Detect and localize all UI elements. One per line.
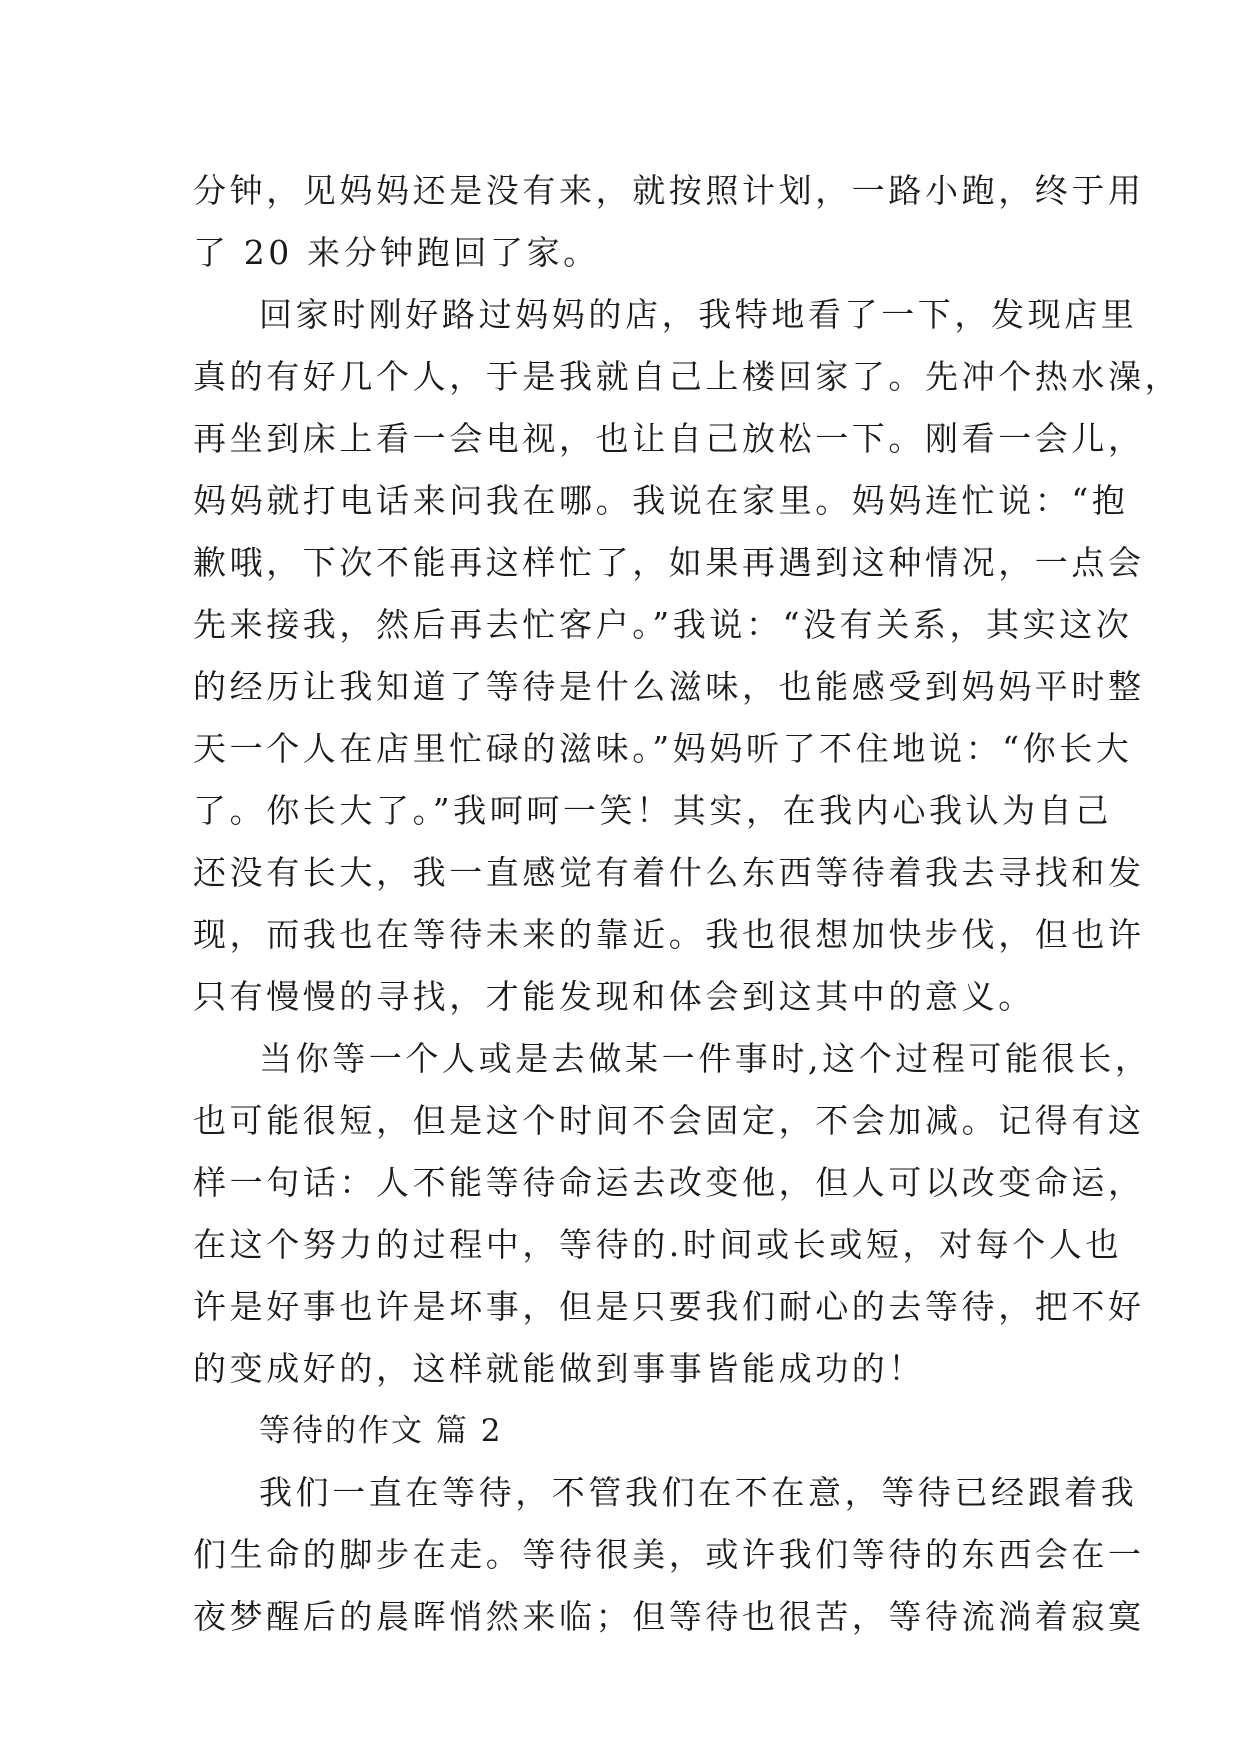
paragraph-first-line: 当你等一个人或是去做某一件事时,这个过程可能很长， [259,1039,1152,1078]
text-line: 们生命的脚步在走。等待很美，或许我们等待的东西会在一 [193,1535,1145,1574]
text-line: 只有慢慢的寻找，才能发现和体会到这其中的意义。 [193,977,1035,1016]
text-line: 了。你长大了。”我呵呵一笑！其实，在我内心我认为自己 [193,791,1112,830]
text-line: 在这个努力的过程中，等待的.时间或长或短，对每个人也 [193,1225,1123,1264]
text-line: 先来接我，然后再去忙客户。”我说：“没有关系，其实这次 [193,605,1133,644]
text-line: 妈妈就打电话来问我在哪。我说在家里。妈妈连忙说：“抱 [193,481,1129,520]
text-line: 许是好事也许是坏事，但是只要我们耐心的去等待，把不好 [193,1287,1145,1326]
text-line: 还没有长大，我一直感觉有着什么东西等待着我去寻找和发 [193,853,1145,892]
text-line: 歉哦，下次不能再这样忙了，如果再遇到这种情况，一点会 [193,543,1145,582]
text-line: 分钟，见妈妈还是没有来，就按照计划，一路小跑，终于用 [193,171,1145,210]
text-line: 样一句话：人不能等待命运去改变他，但人可以改变命运， [193,1163,1145,1202]
text-line: 也可能很短，但是这个时间不会固定，不会加减。记得有这 [193,1101,1145,1140]
section-heading: 等待的作文 篇 2 [259,1413,503,1449]
text-line: 再坐到床上看一会电视，也让自己放松一下。刚看一会儿， [193,419,1145,458]
text-line: 的经历让我知道了等待是什么滋味，也能感受到妈妈平时整 [193,667,1145,706]
text-line: 的变成好的，这样就能做到事事皆能成功的！ [193,1349,925,1388]
paragraph-first-line: 回家时刚好路过妈妈的店，我特地看了一下，发现店里 [259,295,1138,334]
text-line: 现，而我也在等待未来的靠近。我也很想加快步伐，但也许 [193,915,1145,954]
text-line: 真的有好几个人，于是我就自己上楼回家了。先冲个热水澡， [193,357,1182,396]
text-line: 天一个人在店里忙碌的滋味。”妈妈听了不住地说：“你长大 [193,729,1133,768]
text-line: 夜梦醒后的晨晖悄然来临；但等待也很苦，等待流淌着寂寞 [193,1597,1145,1636]
paragraph-first-line: 我们一直在等待，不管我们在不在意，等待已经跟着我 [259,1473,1138,1512]
essay-body [193,160,1182,1648]
text-line: 了 20 来分钟跑回了家。 [193,233,600,272]
